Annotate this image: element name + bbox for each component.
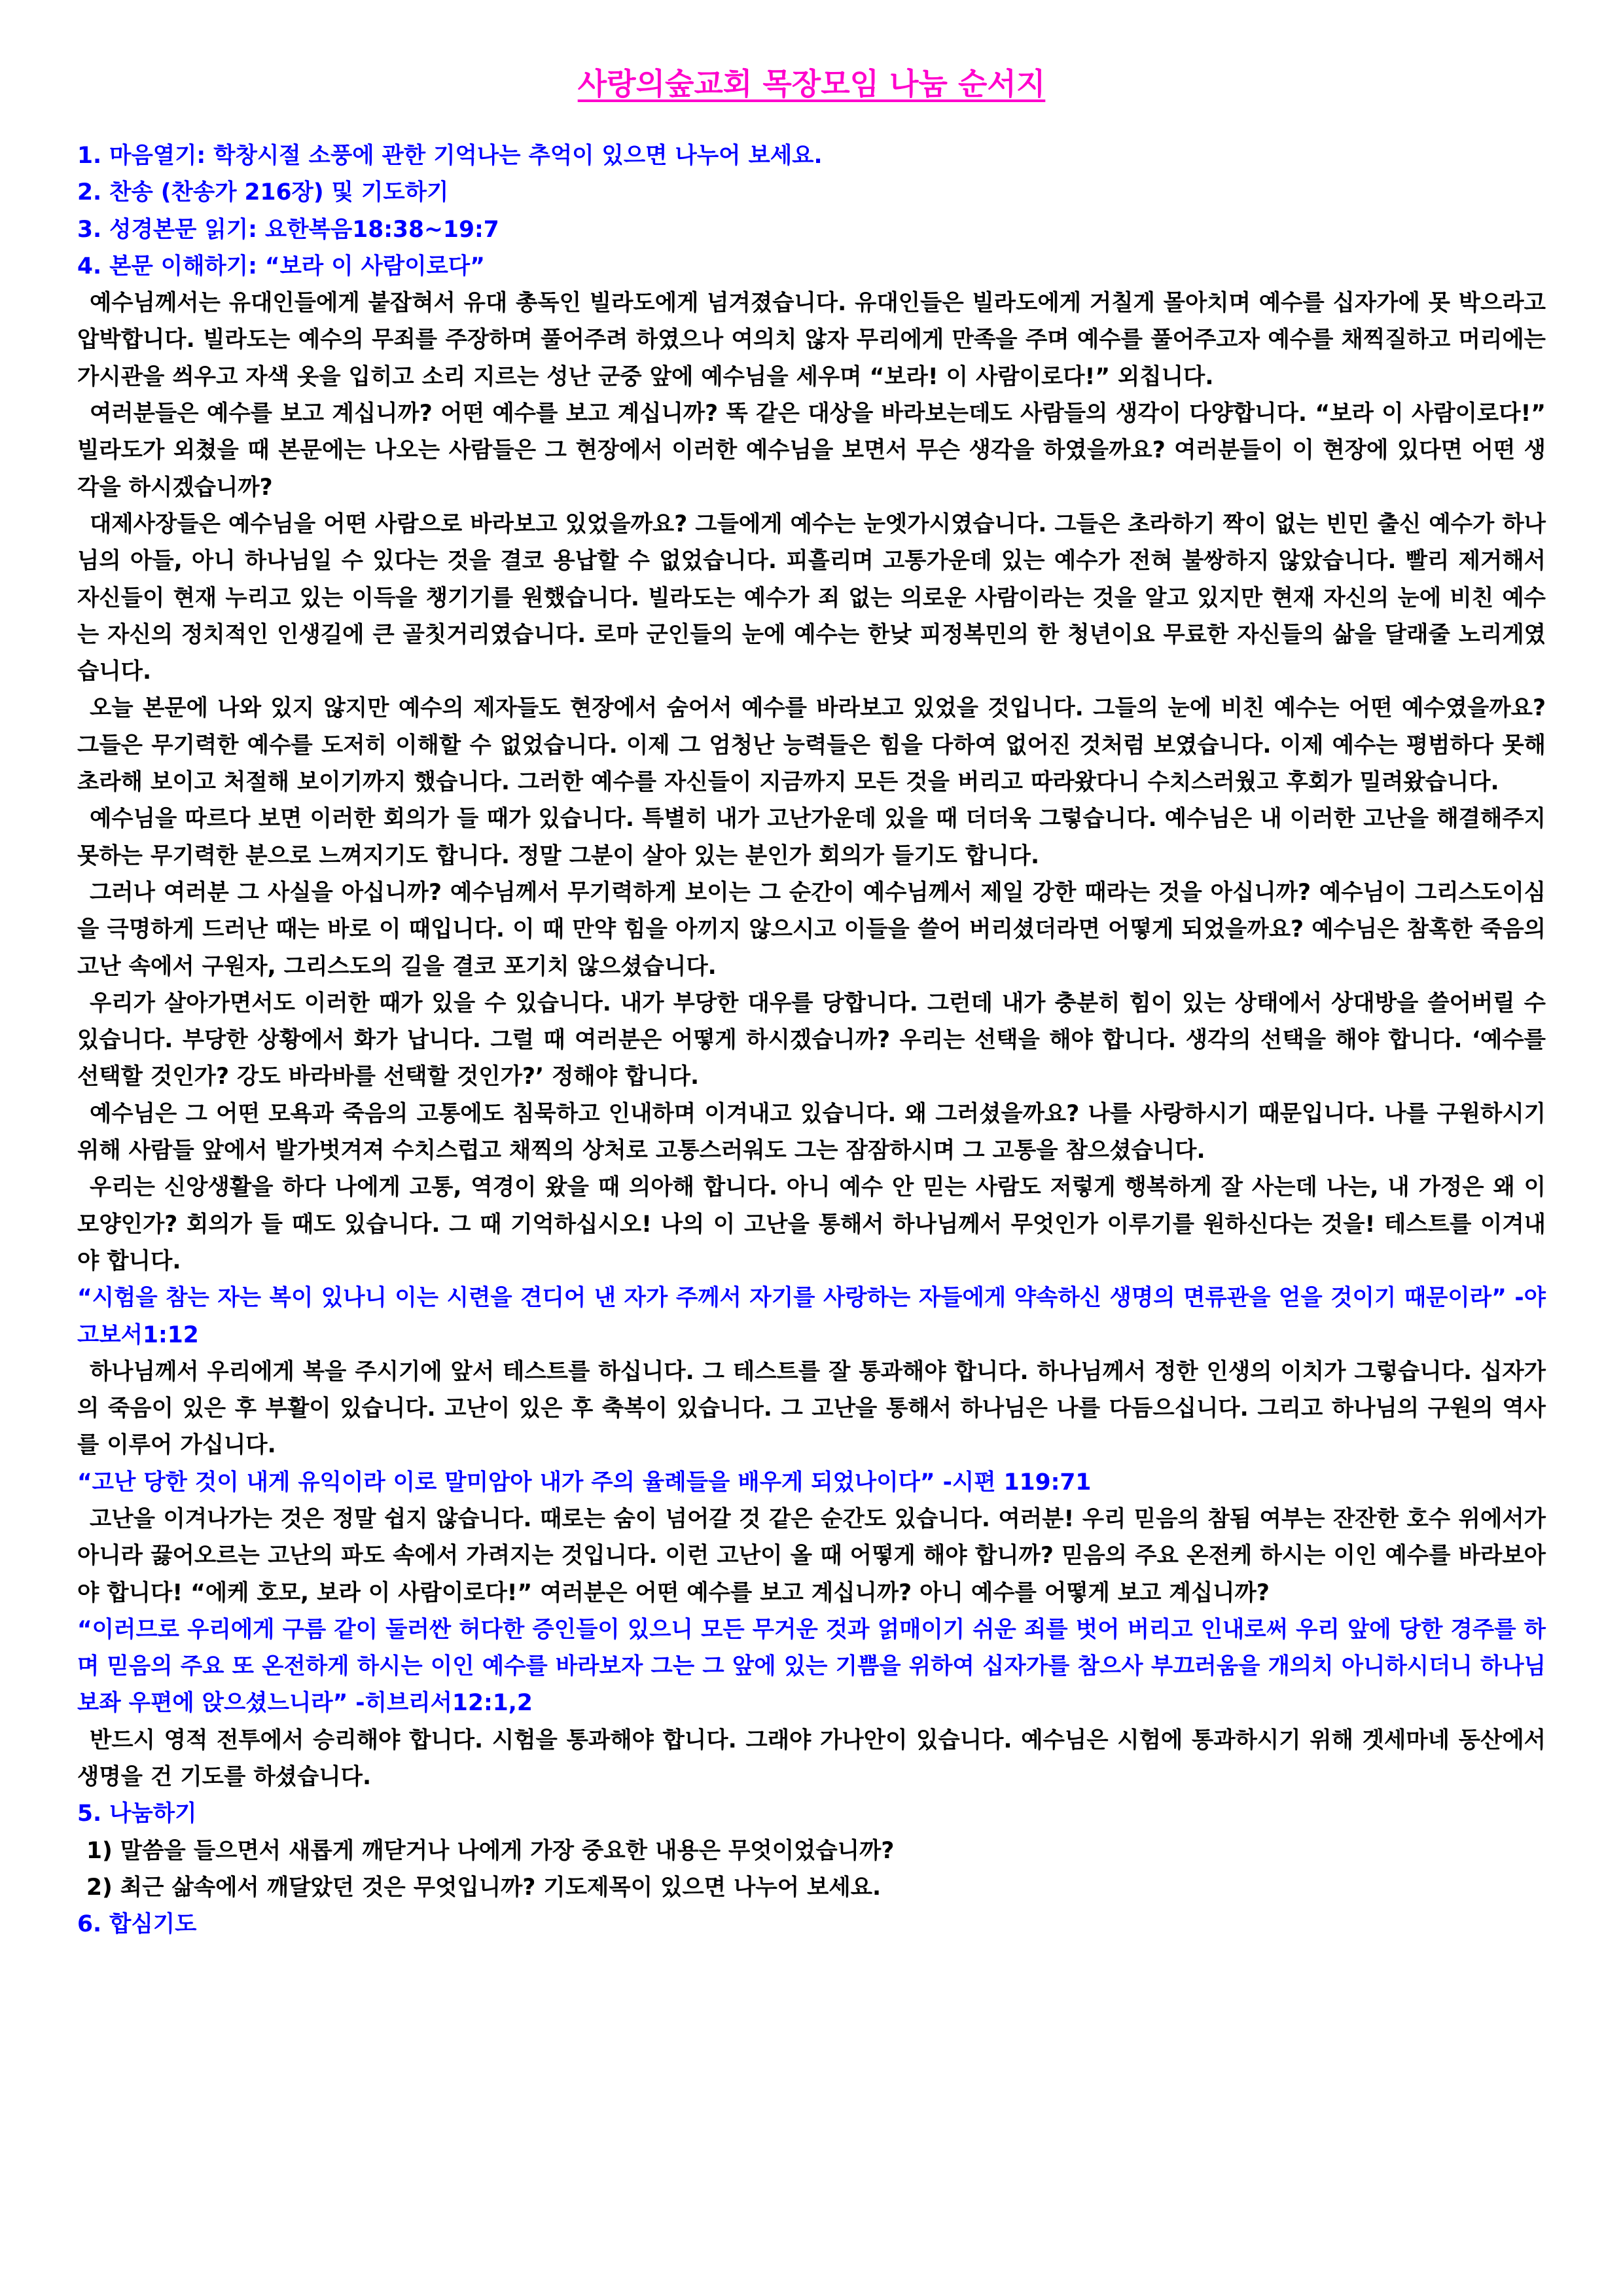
- body-paragraph: 반드시 영적 전투에서 승리해야 합니다. 시험을 통과해야 합니다. 그래야 가나안이 있습니다. 예수님은 시험에 통과하시기 위해 겟세마네 동산에서 생명을 건 기도를 하셨습니다.: [77, 1727, 1546, 1791]
- quote-reference: -시편 119:71: [935, 1469, 1092, 1496]
- body-paragraph: 예수님을 따르다 보면 이러한 회의가 들 때가 있습니다. 특별히 내가 고난가운데 있을 때 더더욱 그렇습니다. 예수님은 내 이러한 고난을 해결해주지 못하는 무기력한 분으로 느껴지기도 합니다. 정말 그분이 살아 있는 분인가 회의가 들기도 합니다.: [77, 806, 1546, 869]
- body-paragraph: 대제사장들은 예수님을 어떤 사람으로 바라보고 있었을까요? 그들에게 예수는 눈엣가시였습니다. 그들은 초라하기 짝이 없는 빈민 출신 예수가 하나님의 아들, 아니 하나님일 수 있다는 것을 결코 용납할 수 없었습니다. 피흘리며 고통가운데 있는 예수가 전혀 불쌍하지 않았습니다. 빨리 제거해서 자신들이 현재 누리고 있는 이득을 챙기기를 원했습니다. 빌라도는 예수가 죄 없는 의로운 사람이라는 것을 알고 있지만 현재 자신의 눈에 비친 예수는 자신의 정치적인 인생길에 큰 골칫거리였습니다. 로마 군인들의 눈에 예수는 한낮 피정복민의 한 청년이요 무료한 자신들의 삶을 달래줄 노리게였습니다.: [77, 511, 1546, 685]
- quote-text: “고난 당한 것이 내게 유익이라 이로 말미암아 내가 주의 율례들을 배우게 되었나이다”: [77, 1469, 935, 1496]
- body-paragraph: 그러나 여러분 그 사실을 아십니까? 예수님께서 무기력하게 보이는 그 순간이 예수님께서 제일 강한 때라는 것을 아십니까? 예수님이 그리스도이심을 극명하게 드러난 때는 바로 이 때입니다. 이 때 만약 힘을 아끼지 않으시고 이들을 쓸어 버리셨더라면 어떻게 되었을까요? 예수님은 참혹한 죽음의 고난 속에서 구원자, 그리스도의 길을 결코 포기치 않으셨습니다.: [77, 879, 1546, 980]
- body-paragraph: 우리가 살아가면서도 이러한 때가 있을 수 있습니다. 내가 부당한 대우를 당합니다. 그런데 내가 충분히 힘이 있는 상태에서 상대방을 쓸어버릴 수 있습니다. 부당한 상황에서 화가 납니다. 그럴 때 여러분은 어떻게 하시겠습니까? 우리는 선택을 해야 합니다. 생각의 선택을 해야 합니다. ‘예수를 선택할 것인가? 강도 바라바를 선택할 것인가?’ 정해야 합니다.: [77, 990, 1546, 1090]
- scripture-quote: [77, 1464, 1546, 1501]
- sharing-question: 2) 최근 삶속에서 깨달았던 것은 무엇입니까? 기도제목이 있으면 나누어 보세요.: [86, 1874, 882, 1901]
- body-paragraph: 오늘 본문에 나와 있지 않지만 예수의 제자들도 현장에서 숨어서 예수를 바라보고 있었을 것입니다. 그들의 눈에 비친 예수는 어떤 예수였을까요? 그들은 무기력한 예수를 도저히 이해할 수 없었습니다. 이제 그 엄청난 능력들은 힘을 다하여 없어진 것처럼 보였습니다. 이제 예수는 평범하다 못해 초라해 보이고 처절해 보이기까지 했습니다. 그러한 예수를 자신들이 지금까지 모든 것을 버리고 따라왔다니 수치스러웠고 후회가 밀려왔습니다.: [77, 695, 1546, 796]
- sharing-heading: 5. 나눔하기: [77, 1801, 197, 1827]
- body-paragraph: 여러분들은 예수를 보고 계십니까? 어떤 예수를 보고 계십니까? 똑 같은 대상을 바라보는데도 사람들의 생각이 다양합니다. “보라 이 사람이로다!” 빌라도가 외쳤을 때 본문에는 나오는 사람들은 그 현장에서 이러한 예수님을 보면서 무슨 생각을 하였을까요? 여러분들이 이 현장에 있다면 어떤 생각을 하시겠습니까?: [77, 401, 1546, 501]
- item-understanding: 4. 본문 이해하기: “보라 이 사람이로다”: [77, 253, 485, 279]
- body-paragraph: 고난을 이겨나가는 것은 정말 쉽지 않습니다. 때로는 숨이 넘어갈 것 같은 순간도 있습니다. 여러분! 우리 믿음의 참됨 여부는 잔잔한 호수 위에서가 아니라 끓어오르는 고난의 파도 속에서 가려지는 것입니다. 이런 고난이 올 때 어떻게 해야 합니까? 믿음의 주요 온전케 하시는 이인 예수를 바라보아야 합니다! “에케 호모, 보라 이 사람이로다!” 여러분은 어떤 예수를 보고 계십니까? 아니 예수를 어떻게 보고 계십니까?: [77, 1505, 1546, 1606]
- quote-text: “이러므로 우리에게 구름 같이 둘러싼 허다한 증인들이 있으니 모든 무거운 것과 얽매이기 쉬운 죄를 벗어 버리고 인내로써 우리 앞에 당한 경주를 하며 믿음의 주요 또 온전하게 하시는 이인 예수를 바라보자 그는 그 앞에 있는 기쁨을 위하여 십자가를 참으사 부끄러움을 개의치 아니하시더니 하나님 보좌 우편에 앉으셨느니라”: [77, 1616, 1546, 1717]
- item-hymn: 2. 찬송 (찬송가 216장) 및 기도하기: [77, 179, 449, 206]
- scripture-quote: [77, 1611, 1546, 1722]
- body-paragraph: 예수님은 그 어떤 모욕과 죽음의 고통에도 침묵하고 인내하며 이겨내고 있습니다. 왜 그러셨을까요? 나를 사랑하시기 때문입니다. 나를 구원하시기 위해 사람들 앞에서 발가벗겨져 수치스럽고 채찍의 상처로 고통스러워도 그는 잠잠하시며 그 고통을 참으셨습니다.: [77, 1100, 1546, 1164]
- document-title: 사랑의숲교회 목장모임 나눔 순서지: [577, 66, 1046, 101]
- closing-prayer-heading: 6. 합심기도: [77, 1911, 197, 1938]
- body-paragraph: 예수님께서는 유대인들에게 붙잡혀서 유대 총독인 빌라도에게 넘겨졌습니다. 유대인들은 빌라도에게 거칠게 몰아치며 예수를 십자가에 못 박으라고 압박합니다. 빌라도는 예수의 무죄를 주장하며 풀어주려 하였으나 여의치 않자 무리에게 만족을 주며 예수를 풀어주고자 예수를 채찍질하고 머리에는 가시관을 씌우고 자색 옷을 입히고 소리 지르는 성난 군중 앞에 예수님을 세우며 “보라! 이 사람이로다!” 외칩니다.: [77, 290, 1546, 390]
- document-page: [77, 63, 1546, 2249]
- body-paragraph: 우리는 신앙생활을 하다 나에게 고통, 역경이 왔을 때 의아해 합니다. 아니 예수 안 믿는 사람도 저렇게 행복하게 잘 사는데 나는, 내 가정은 왜 이 모양인가? 회의가 들 때도 있습니다. 그 때 기억하십시오! 나의 이 고난을 통해서 하나님께서 무엇인가 이루기를 원하신다는 것을! 테스트를 이겨내야 합니다.: [77, 1174, 1546, 1274]
- quote-reference: -야고보서1:12: [77, 1285, 1546, 1348]
- quote-reference: -히브리서12:1,2: [348, 1690, 533, 1717]
- body-paragraph: 하나님께서 우리에게 복을 주시기에 앞서 테스트를 하십니다. 그 테스트를 잘 통과해야 합니다. 하나님께서 정한 인생의 이치가 그렇습니다. 십자가의 죽음이 있은 후 부활이 있습니다. 고난이 있은 후 축복이 있습니다. 그 고난을 통해서 하나님은 나를 다듬으십니다. 그리고 하나님의 구원의 역사를 이루어 가십니다.: [77, 1358, 1546, 1459]
- item-opening: 1. 마음열기: 학창시절 소풍에 관한 기억나는 추억이 있으면 나누어 보세요.: [77, 143, 823, 169]
- item-scripture: 3. 성경본문 읽기: 요한복음18:38~19:7: [77, 216, 499, 243]
- scripture-quote: [77, 1280, 1546, 1354]
- sharing-question: 1) 말씀을 들으면서 새롭게 깨닫거나 나에게 가장 중요한 내용은 무엇이었습니까?: [86, 1837, 895, 1864]
- quote-text: “시험을 참는 자는 복이 있나니 이는 시련을 견디어 낸 자가 주께서 자기를 사랑하는 자들에게 약속하신 생명의 면류관을 얻을 것이기 때문이라”: [77, 1285, 1507, 1312]
